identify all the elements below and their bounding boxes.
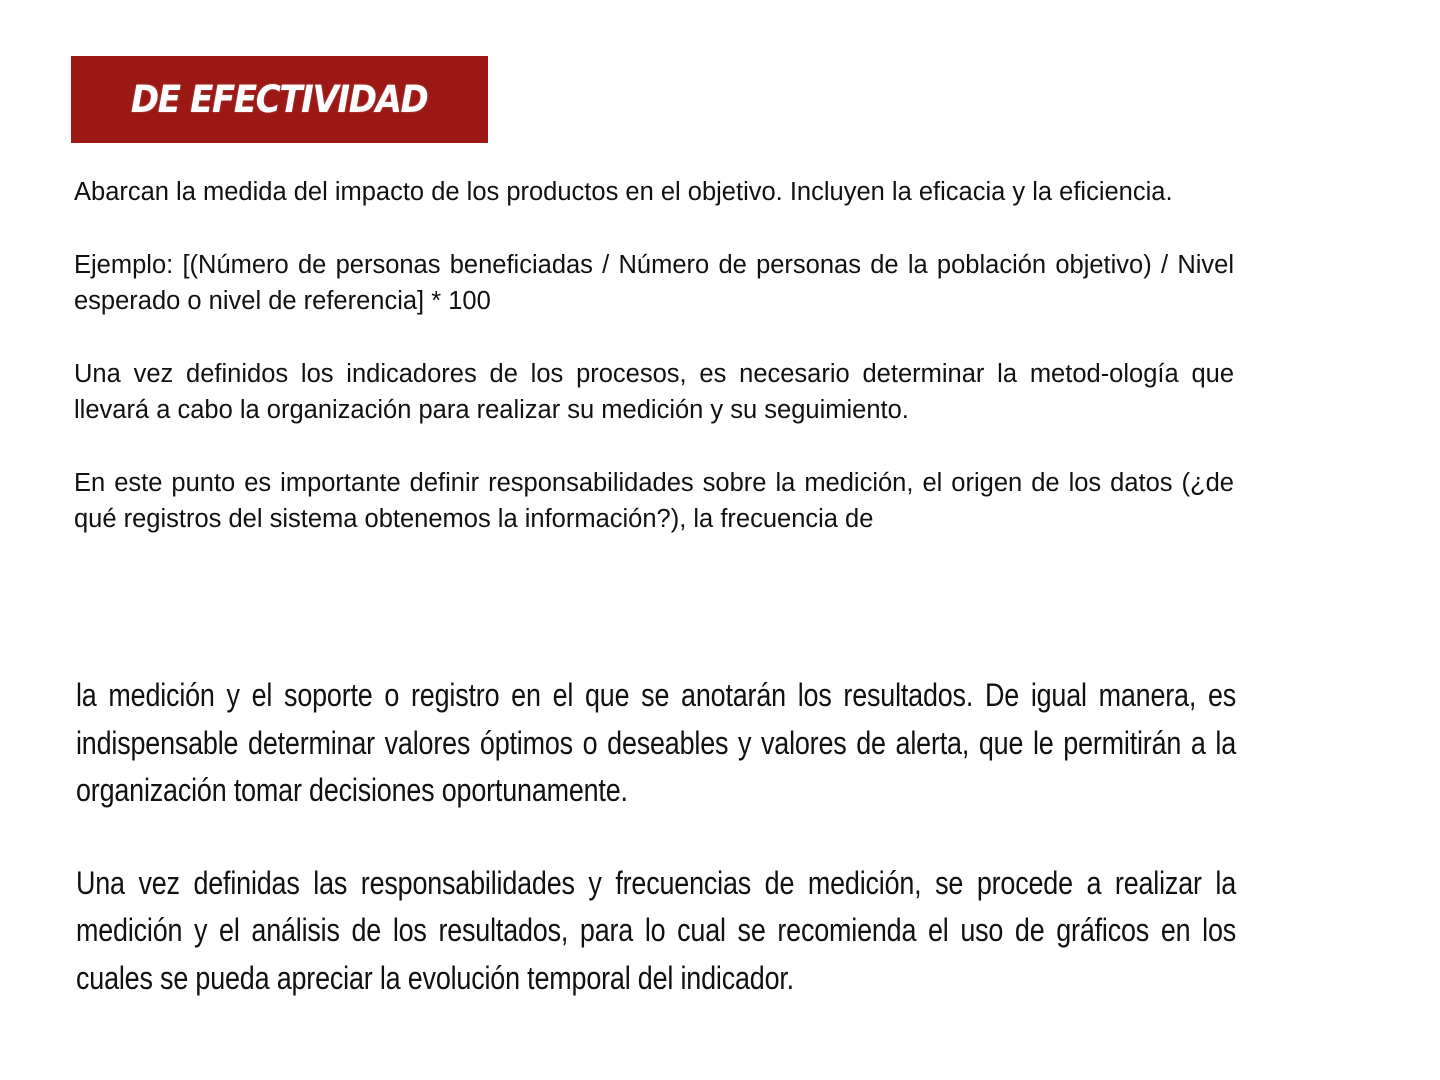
paragraph-methodology: Una vez definidos los indicadores de los procesos, es necesario determinar la metod-ología que llevará a cabo la organización para realizar su medición y su seguimiento. bbox=[74, 360, 1234, 424]
lower-text-block bbox=[76, 672, 1236, 1047]
section-title-banner bbox=[71, 56, 488, 143]
paragraph-measurement-support bbox=[76, 672, 1236, 815]
paragraph-example-formula: Ejemplo: [(Número de personas beneficiadas / Número de personas de la población objetivo) / Nivel esperado o nivel de referencia] * 100 bbox=[74, 251, 1234, 315]
paragraph-measurement-support-text: la medición y el soporte o registro en el que se anotarán los resultados. De igual manera, es indispensable determinar valores óptimos o deseables y valores de alerta, que le permitirán a la organización tomar decisiones oportunamente. bbox=[76, 677, 1237, 808]
paragraph-analysis-text: Una vez definidas las responsabilidades y frecuencias de medición, se procede a realizar la medición y el análisis de los resultados, para lo cual se recomienda el uso de gráficos en los cuales se pueda apreciar la evolución temporal del indicador. bbox=[76, 864, 1237, 996]
paragraph-responsibilities: En este punto es importante definir responsabilidades sobre la medición, el origen de los datos (¿de qué registros del sistema obtenemos la información?), la frecuencia de bbox=[74, 469, 1234, 533]
paragraph-definition: Abarcan la medida del impacto de los productos en el objetivo. Incluyen la eficacia y la eficiencia. bbox=[74, 178, 1173, 206]
upper-text-block bbox=[74, 174, 1234, 574]
paragraph-analysis bbox=[76, 860, 1236, 1003]
section-title: DE EFECTIVIDAD bbox=[131, 78, 428, 121]
